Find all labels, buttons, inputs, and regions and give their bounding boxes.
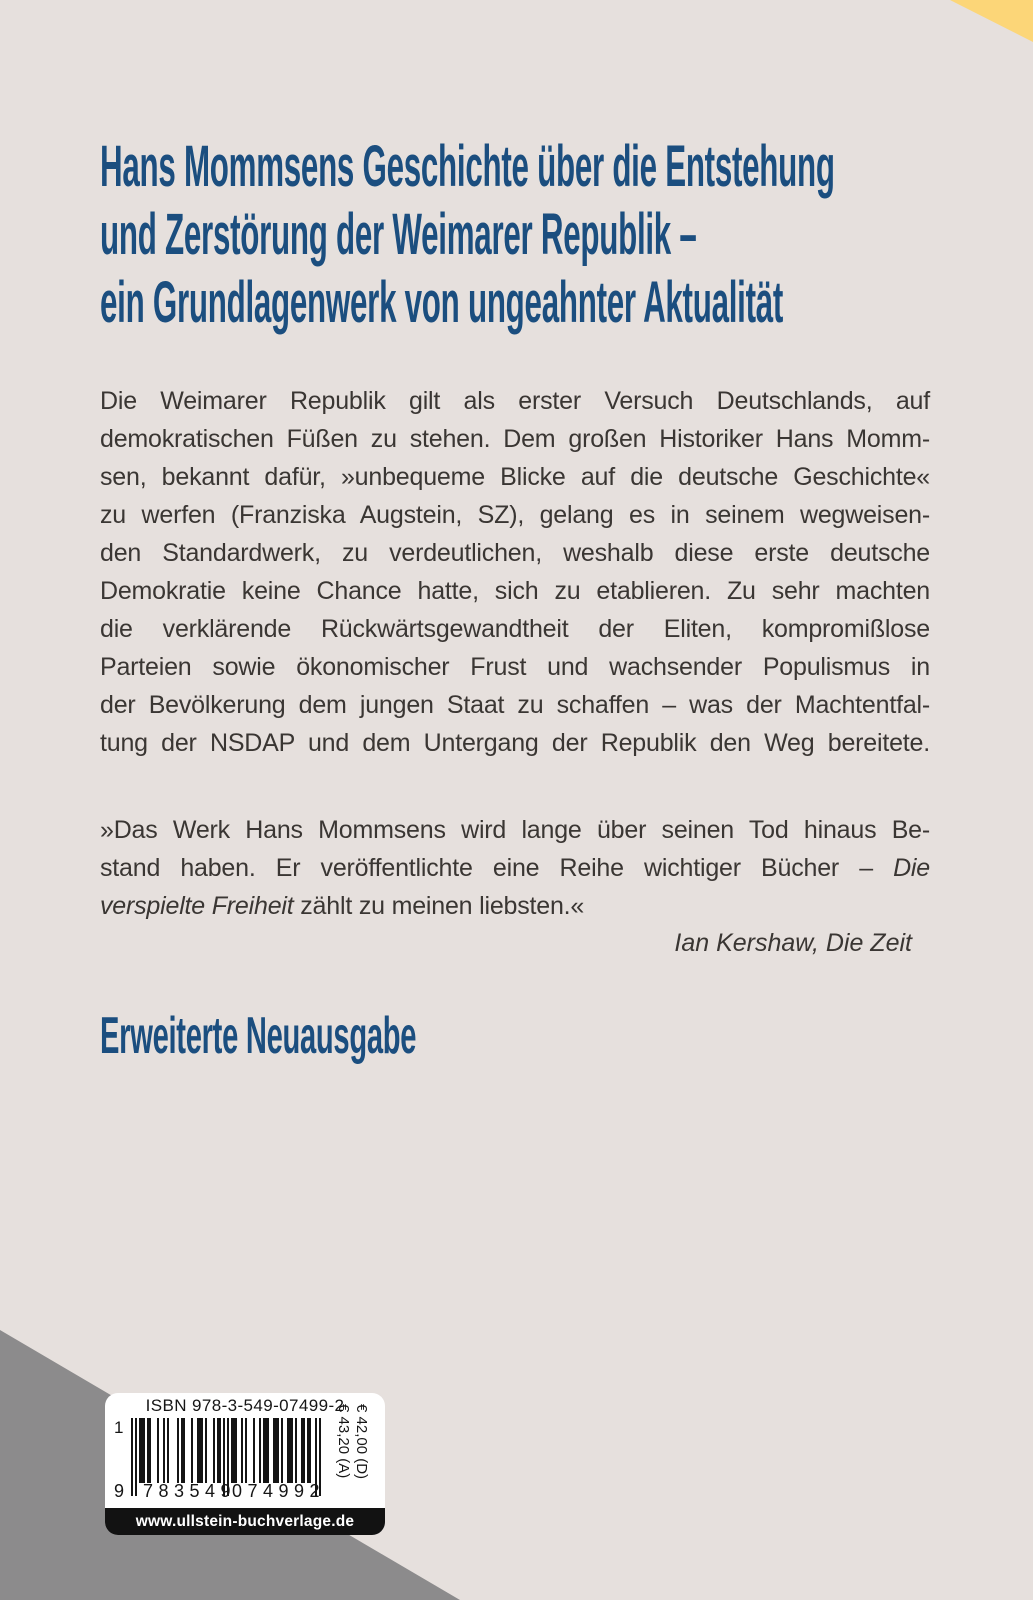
print-run-code: 1 xyxy=(114,1418,124,1437)
description-paragraph xyxy=(100,382,930,762)
barcode-digit-leading: 9 xyxy=(114,1481,125,1501)
text-line: den Standardwerk, zu verdeutlichen, weshalb diese erste deutsche xyxy=(100,539,930,567)
text-line: der Bevölkerung dem jungen Staat zu schaffen – was der Machtentfal- xyxy=(100,691,930,719)
text-line: Parteien sowie ökonomischer Frust und wachsender Populismus in xyxy=(100,653,930,681)
headline xyxy=(100,133,1020,337)
review-quote xyxy=(100,811,930,925)
isbn-barcode-label xyxy=(105,1393,385,1535)
edition-note-text: Erweiterte Neuausgabe xyxy=(100,1007,417,1065)
publisher-website: www.ullstein-buchverlage.de xyxy=(135,1513,355,1530)
publisher-website-bar xyxy=(105,1508,385,1535)
edition-note xyxy=(100,1006,800,1066)
text-line: Die Weimarer Republik gilt als erster Versuch Deutschlands, auf xyxy=(100,387,930,415)
text-line: »Das Werk Hans Mommsens wird lange über seinen Tod hinaus Be- xyxy=(100,816,930,844)
text-line: tung der NSDAP und dem Untergang der Republik den Weg bereitete. xyxy=(100,729,930,757)
price-germany: € 42,00 (D) xyxy=(353,1404,370,1480)
barcode-digit-group-left: 783549 xyxy=(143,1481,237,1501)
text-line: Demokratie keine Chance hatte, sich zu etablieren. Zu sehr machten xyxy=(100,577,930,605)
text-line: stand haben. Er veröffentlichte eine Reihe wichtiger Bücher – Die xyxy=(100,854,930,882)
text-line: und Zerstörung der Weimarer Republik – xyxy=(100,202,697,267)
price-text xyxy=(334,1404,370,1500)
isbn-number: ISBN 978-3-549-07499-2 xyxy=(145,1396,345,1415)
text-line: Hans Mommsens Geschichte über die Entstehung xyxy=(100,134,835,199)
price-austria: € 43,20 (A) xyxy=(335,1404,352,1479)
text-line: ein Grundlagenwerk von ungeahnter Aktualität xyxy=(100,270,784,335)
text-line: zu werfen (Franziska Augstein, SZ), gelang es in seinem wegweisen- xyxy=(100,501,930,529)
barcode-digit-group-right: 074992 xyxy=(232,1481,326,1501)
corner-triangle-yellow xyxy=(950,0,1033,42)
quote-attribution: Ian Kershaw, Die Zeit xyxy=(674,929,912,957)
text-line: sen, bekannt dafür, »unbequeme Blicke auf die deutsche Geschichte« xyxy=(100,463,930,491)
text-line: verspielte Freiheit zählt zu meinen liebsten.« xyxy=(100,892,585,920)
text-line: die verklärende Rückwärtsgewandtheit der Eliten, kompromißlose xyxy=(100,615,930,643)
text-line: demokratischen Füßen zu stehen. Dem großen Historiker Hans Momm- xyxy=(100,425,930,453)
